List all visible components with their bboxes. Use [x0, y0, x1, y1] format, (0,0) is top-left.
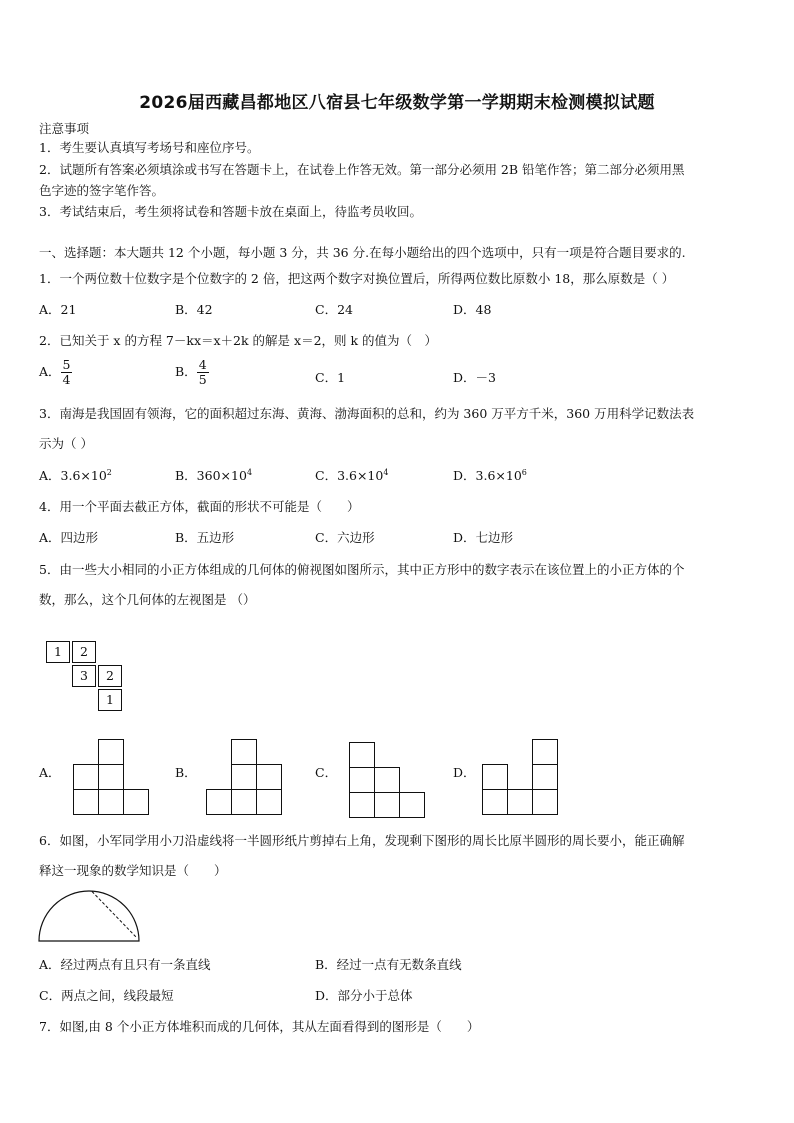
q2-option-b	[175, 358, 209, 387]
notice-item-3: 3．考试结束后，考生须将试卷和答题卡放在桌面上，待监考员收回。	[39, 204, 422, 219]
grid-cell: 2	[72, 641, 96, 663]
q4-option-a: A．四边形	[39, 530, 99, 545]
q2-option-c: C．1	[315, 370, 346, 385]
q3-stem-line1: 3．南海是我国固有领海，它的面积超过东海、黄海、渤海面积的总和，约为 360 万平方千米，360 万用科学记数法表	[39, 406, 695, 421]
q2-option-d: D．－3	[453, 370, 496, 385]
q3-d-base: D．3.6×10	[453, 468, 522, 483]
q1-option-a: A．21	[39, 302, 77, 317]
q6-stem-line1: 6．如图，小军同学用小刀沿虚线将一半圆形纸片剪掉右上角，发现剩下图形的周长比原半圆形的周长要小，能正确解	[39, 833, 685, 848]
q5-option-a-label: A．	[39, 765, 61, 780]
q5-stem-line2: 数，那么，这个几何体的左视图是 （）	[39, 592, 256, 607]
q6-semicircle-figure	[38, 888, 142, 944]
q5-option-b-label: B．	[175, 765, 197, 780]
q4-option-c: C．六边形	[315, 530, 375, 545]
q2-option-a-label: A．	[39, 364, 61, 379]
q1-option-d: D．48	[453, 302, 492, 317]
grid-cell: 1	[98, 689, 122, 711]
q6-option-b: B．经过一点有无数条直线	[315, 957, 462, 972]
q6-stem-line2: 释这一现象的数学知识是（ ）	[39, 863, 227, 878]
q2-b-denominator: 5	[198, 372, 207, 387]
q7-stem: 7．如图,由 8 个小正方体堆积而成的几何体，其从左面看得到的图形是（ ）	[39, 1019, 480, 1034]
q3-b-base: B．360×10	[175, 468, 247, 483]
notice-item-1: 1．考生要认真填写考场号和座位序号。	[39, 140, 260, 155]
q2-option-b-label: B．	[175, 364, 197, 379]
q5-option-b-figure	[206, 739, 286, 815]
grid-cell: 3	[72, 665, 96, 687]
q2-option-a-fraction	[61, 358, 73, 387]
q3-c-base: C．3.6×10	[315, 468, 384, 483]
q4-stem: 4．用一个平面去截正方体，截面的形状不可能是（ ）	[39, 499, 360, 514]
q6-option-a: A．经过两点有且只有一条直线	[39, 957, 211, 972]
q5-option-c-label: C．	[315, 765, 338, 780]
q2-stem: 2．已知关于 x 的方程 7－kx＝x＋2k 的解是 x＝2，则 k 的值为（ ）	[39, 333, 438, 348]
q6-option-d: D．部分小于总体	[315, 988, 413, 1003]
grid-cell: 2	[98, 665, 122, 687]
q4-option-d: D．七边形	[453, 530, 514, 545]
q2-a-numerator: 5	[62, 357, 71, 372]
q3-option-c	[315, 468, 388, 484]
notice-item-2: 2．试题所有答案必须填涂或书写在答题卡上，在试卷上作答无效。第一部分必须用 2B 铅笔作答；第二部分必须用黑	[39, 162, 685, 177]
q5-option-d-figure	[482, 739, 562, 815]
q2-option-b-fraction	[197, 358, 209, 387]
q3-d-exp: 6	[521, 468, 527, 477]
section-heading: 一、选择题：本大题共 12 个小题，每小题 3 分，共 36 分.在每小题给出的四个选项中，只有一项是符合题目要求的.	[39, 245, 686, 260]
q1-option-b: B．42	[175, 302, 213, 317]
q5-stem-line1: 5．由一些大小相同的小正方体组成的几何体的俯视图如图所示，其中正方形中的数字表示在该位置上的小正方体的个	[39, 562, 685, 577]
q1-option-c: C．24	[315, 302, 353, 317]
page-title: 2026届西藏昌都地区八宿县七年级数学第一学期期末检测模拟试题	[139, 93, 655, 113]
q6-option-c: C．两点之间，线段最短	[39, 988, 174, 1003]
grid-cell: 1	[46, 641, 70, 663]
q3-option-a	[39, 468, 112, 484]
q5-option-d-label: D．	[453, 765, 476, 780]
notice-item-2-cont: 色字迹的签字笔作答。	[39, 183, 165, 198]
q3-b-exp: 4	[246, 468, 253, 477]
q5-option-c-figure	[349, 742, 429, 818]
q3-c-exp: 4	[383, 468, 389, 477]
q2-option-a	[39, 358, 72, 387]
q2-a-denominator: 4	[62, 372, 71, 387]
q3-a-base: A．3.6×10	[39, 468, 107, 483]
q4-option-b: B．五边形	[175, 530, 235, 545]
q2-b-numerator: 4	[198, 357, 207, 372]
notice-heading: 注意事项	[39, 121, 90, 136]
q3-stem-line2: 示为（ ）	[39, 436, 93, 451]
q3-a-exp: 2	[106, 468, 112, 477]
q3-option-d	[453, 468, 527, 484]
q1-stem: 1．一个两位数十位数字是个位数字的 2 倍，把这两个数字对换位置后，所得两位数比原数小 18，那么原数是（ ）	[39, 271, 675, 286]
q3-option-b	[175, 468, 252, 484]
q5-option-a-figure	[73, 739, 153, 815]
